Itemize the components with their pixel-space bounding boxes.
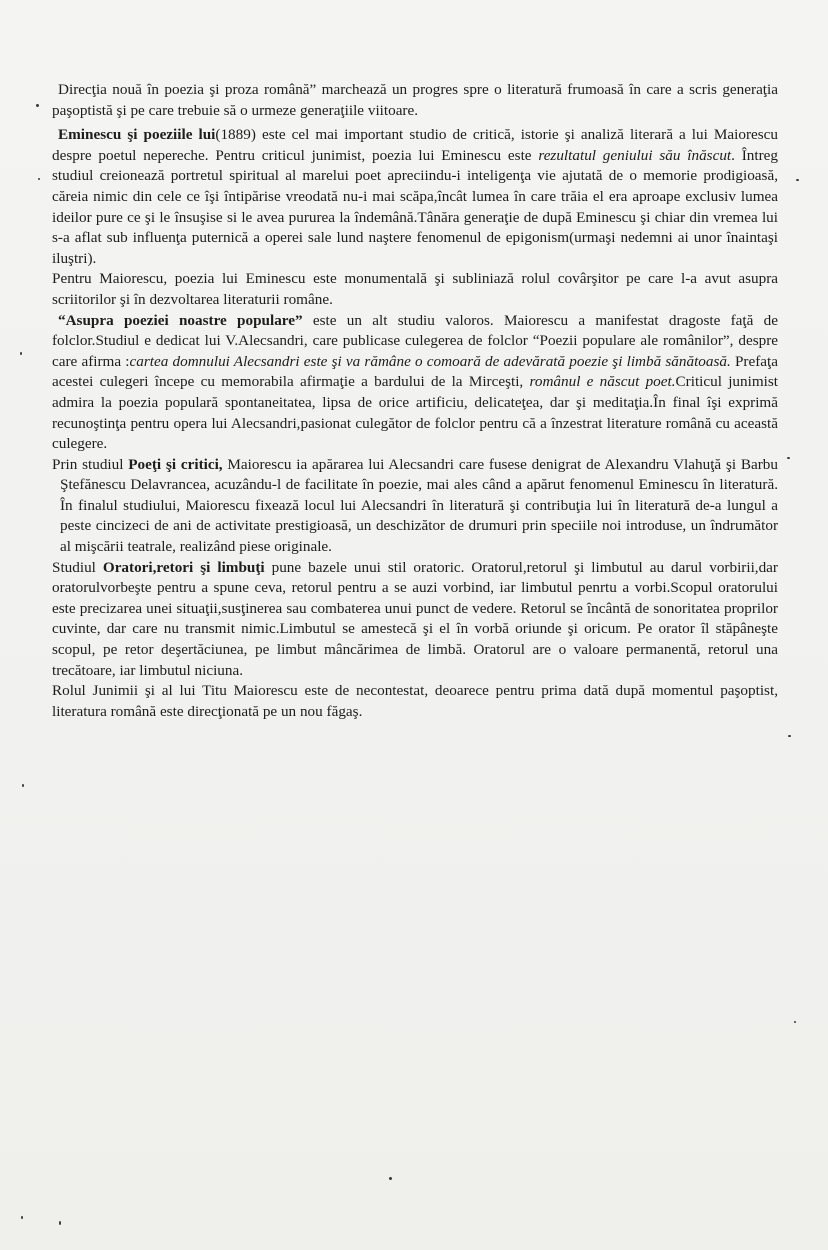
paragraph-text: . Întreg studiul creionează portretul spiritual al marelui poet apreciindu-i inteligenţa vie ajutată de o memorie prodigioasă, căreia nimic din cele ce îşi întipărise vreodată nu-i mai scăpa,încât lumea în care trăia el era aproape exclusiv lumea ideilor pure ce şi le însuşise si le avea pururea la îndemână.Tânăra generaţie de după Eminescu şi chiar din vremea lui s-a aflat sub influenţa puternică a operei sale lund naştere fenomenul de epigonism(urmaşi nedemni ai unor înaintaşi iluştri).: [52, 146, 778, 267]
paragraph-text: Maiorescu ia apărarea lui Alecsandri care fusese denigrat de Alexandru Vlahuţă şi Barbu Ştefănescu Delavrancea, acuzându-l de facilitate în poezie, mai ales când a apărut fenomenul Eminescu în literatură. În finalul studiului, Maiorescu fixează locul lui Alecsandri în literatură şi contribuţia lui în literatură de-a lungul a peste cincizeci de ani de activitate prestigioasă, un deschizător de drumuri prin speciile noi introduse, un îndrumător al mişcării teatrale, realizând piese originale.: [60, 455, 778, 556]
paragraph-poeti-critici: [52, 455, 778, 558]
quote-italic: cartea domnului Alecsandri este şi va rămâne o comoară de adevărată poezie şi limbă sănătoasă.: [129, 352, 731, 370]
paragraph-rolul-junimii: [52, 681, 778, 722]
paragraph-maiorescu-eminescu: [52, 269, 778, 310]
document-body: [52, 80, 778, 722]
scan-speck: [36, 104, 39, 107]
study-title-eminescu: Eminescu şi poeziile lui: [58, 126, 216, 144]
paragraph-directia-noua: [52, 80, 778, 121]
scan-speck: [20, 352, 22, 355]
scan-speck: [794, 1021, 796, 1023]
paragraph-text: Prin studiul: [52, 455, 129, 473]
paragraph-text: (1889) este cel mai important studio de critică, istorie şi analiză literară a lui Maiorescu despre poetul nepereche. Pentru criticul junimist, poezia lui Eminescu este: [52, 126, 778, 164]
scan-speck: [796, 179, 799, 181]
paragraph-text: este un alt studiu valoros. Maiorescu a manifestat dragoste faţă de folclor.Studiul e dedicat lui V.Alecsandri, care publicase culegerea de folclor “Poezii populare ale românilor”, despre care afirma :: [52, 311, 779, 370]
scan-speck: [38, 178, 40, 180]
scan-speck: [21, 1216, 23, 1219]
quote-italic: românul e născut poet.: [529, 373, 676, 391]
scan-speck: [787, 457, 790, 459]
paragraph-text: Pentru Maiorescu, poezia lui Eminescu este monumentală şi subliniază rolul covârşitor pe care l-a avut asupra scriitorilor şi în dezvoltarea literaturii române.: [52, 270, 778, 308]
scan-speck: [22, 784, 24, 787]
study-title-poezii-populare: “Asupra poeziei noastre populare”: [58, 311, 303, 329]
paragraph-text: Criticul junimist admira la poezia populară spontaneitatea, lipsa de orice artificiu, delicateţea, dar şi meditaţia.În final îşi exprimă recunoştinţa pentru opera lui Alecsandri,pasionat culegător de folclor pentru că a înzestrat literature română cu această culegere.: [52, 373, 779, 453]
scan-speck: [59, 1221, 61, 1225]
paragraph-eminescu-studiu: [52, 125, 778, 269]
quote-italic: rezultatul geniului său înăscut: [538, 146, 732, 164]
paragraph-poezii-populare: [52, 311, 778, 455]
paragraph-text: Studiul: [52, 558, 103, 576]
paragraph-oratori: [52, 558, 778, 682]
paragraph-text: pune bazele unui stil oratoric. Oratorul,retorul şi limbutul au darul vorbirii,dar oratorulvorbeşte pentru a spune ceva, retorul pentru a se auzi vorbind, iar limbutul penrtu a vorbi.Scopul oratorului este precizarea unei situaţii,susţinerea sau combaterea unui punct de vedere. Retorul se încântă de sonoritatea proprilor cuvinte, dar care nu transmit nimic.Limbutul se amestecă şi el în vorbă oriunde şi oricum. Pe orator îl stăpâneşte scopul, pe retor deşertăciunea, pe limbut mâncărimea de limbă. Oratorul are o valoare permanentă, retorul una trecătoare, iar limbutul niciuna.: [52, 558, 778, 679]
scan-speck: [788, 735, 791, 737]
scan-speck: [389, 1177, 392, 1180]
paragraph-text: Prefaţa acestei culegeri începe cu memorabila afirmaţie a bardului de la Mirceşti,: [52, 352, 778, 391]
paragraph-text: Rolul Junimii şi al lui Titu Maiorescu este de necontestat, deoarece pentru prima dată după momentul paşoptist, literatura română este direcţionată pe un nou făgaş.: [52, 682, 778, 720]
paragraph-text: Direcţia nouă în poezia şi proza română” marchează un progres spre o literatură frumoasă în care a scris generaţia paşoptistă şi pe care trebuie să o urmeze generaţiile viitoare.: [52, 81, 778, 119]
study-title-poeti-critici: Poeţi şi critici,: [128, 455, 223, 473]
study-title-oratori: Oratori,retori şi limbuţi: [102, 558, 265, 576]
